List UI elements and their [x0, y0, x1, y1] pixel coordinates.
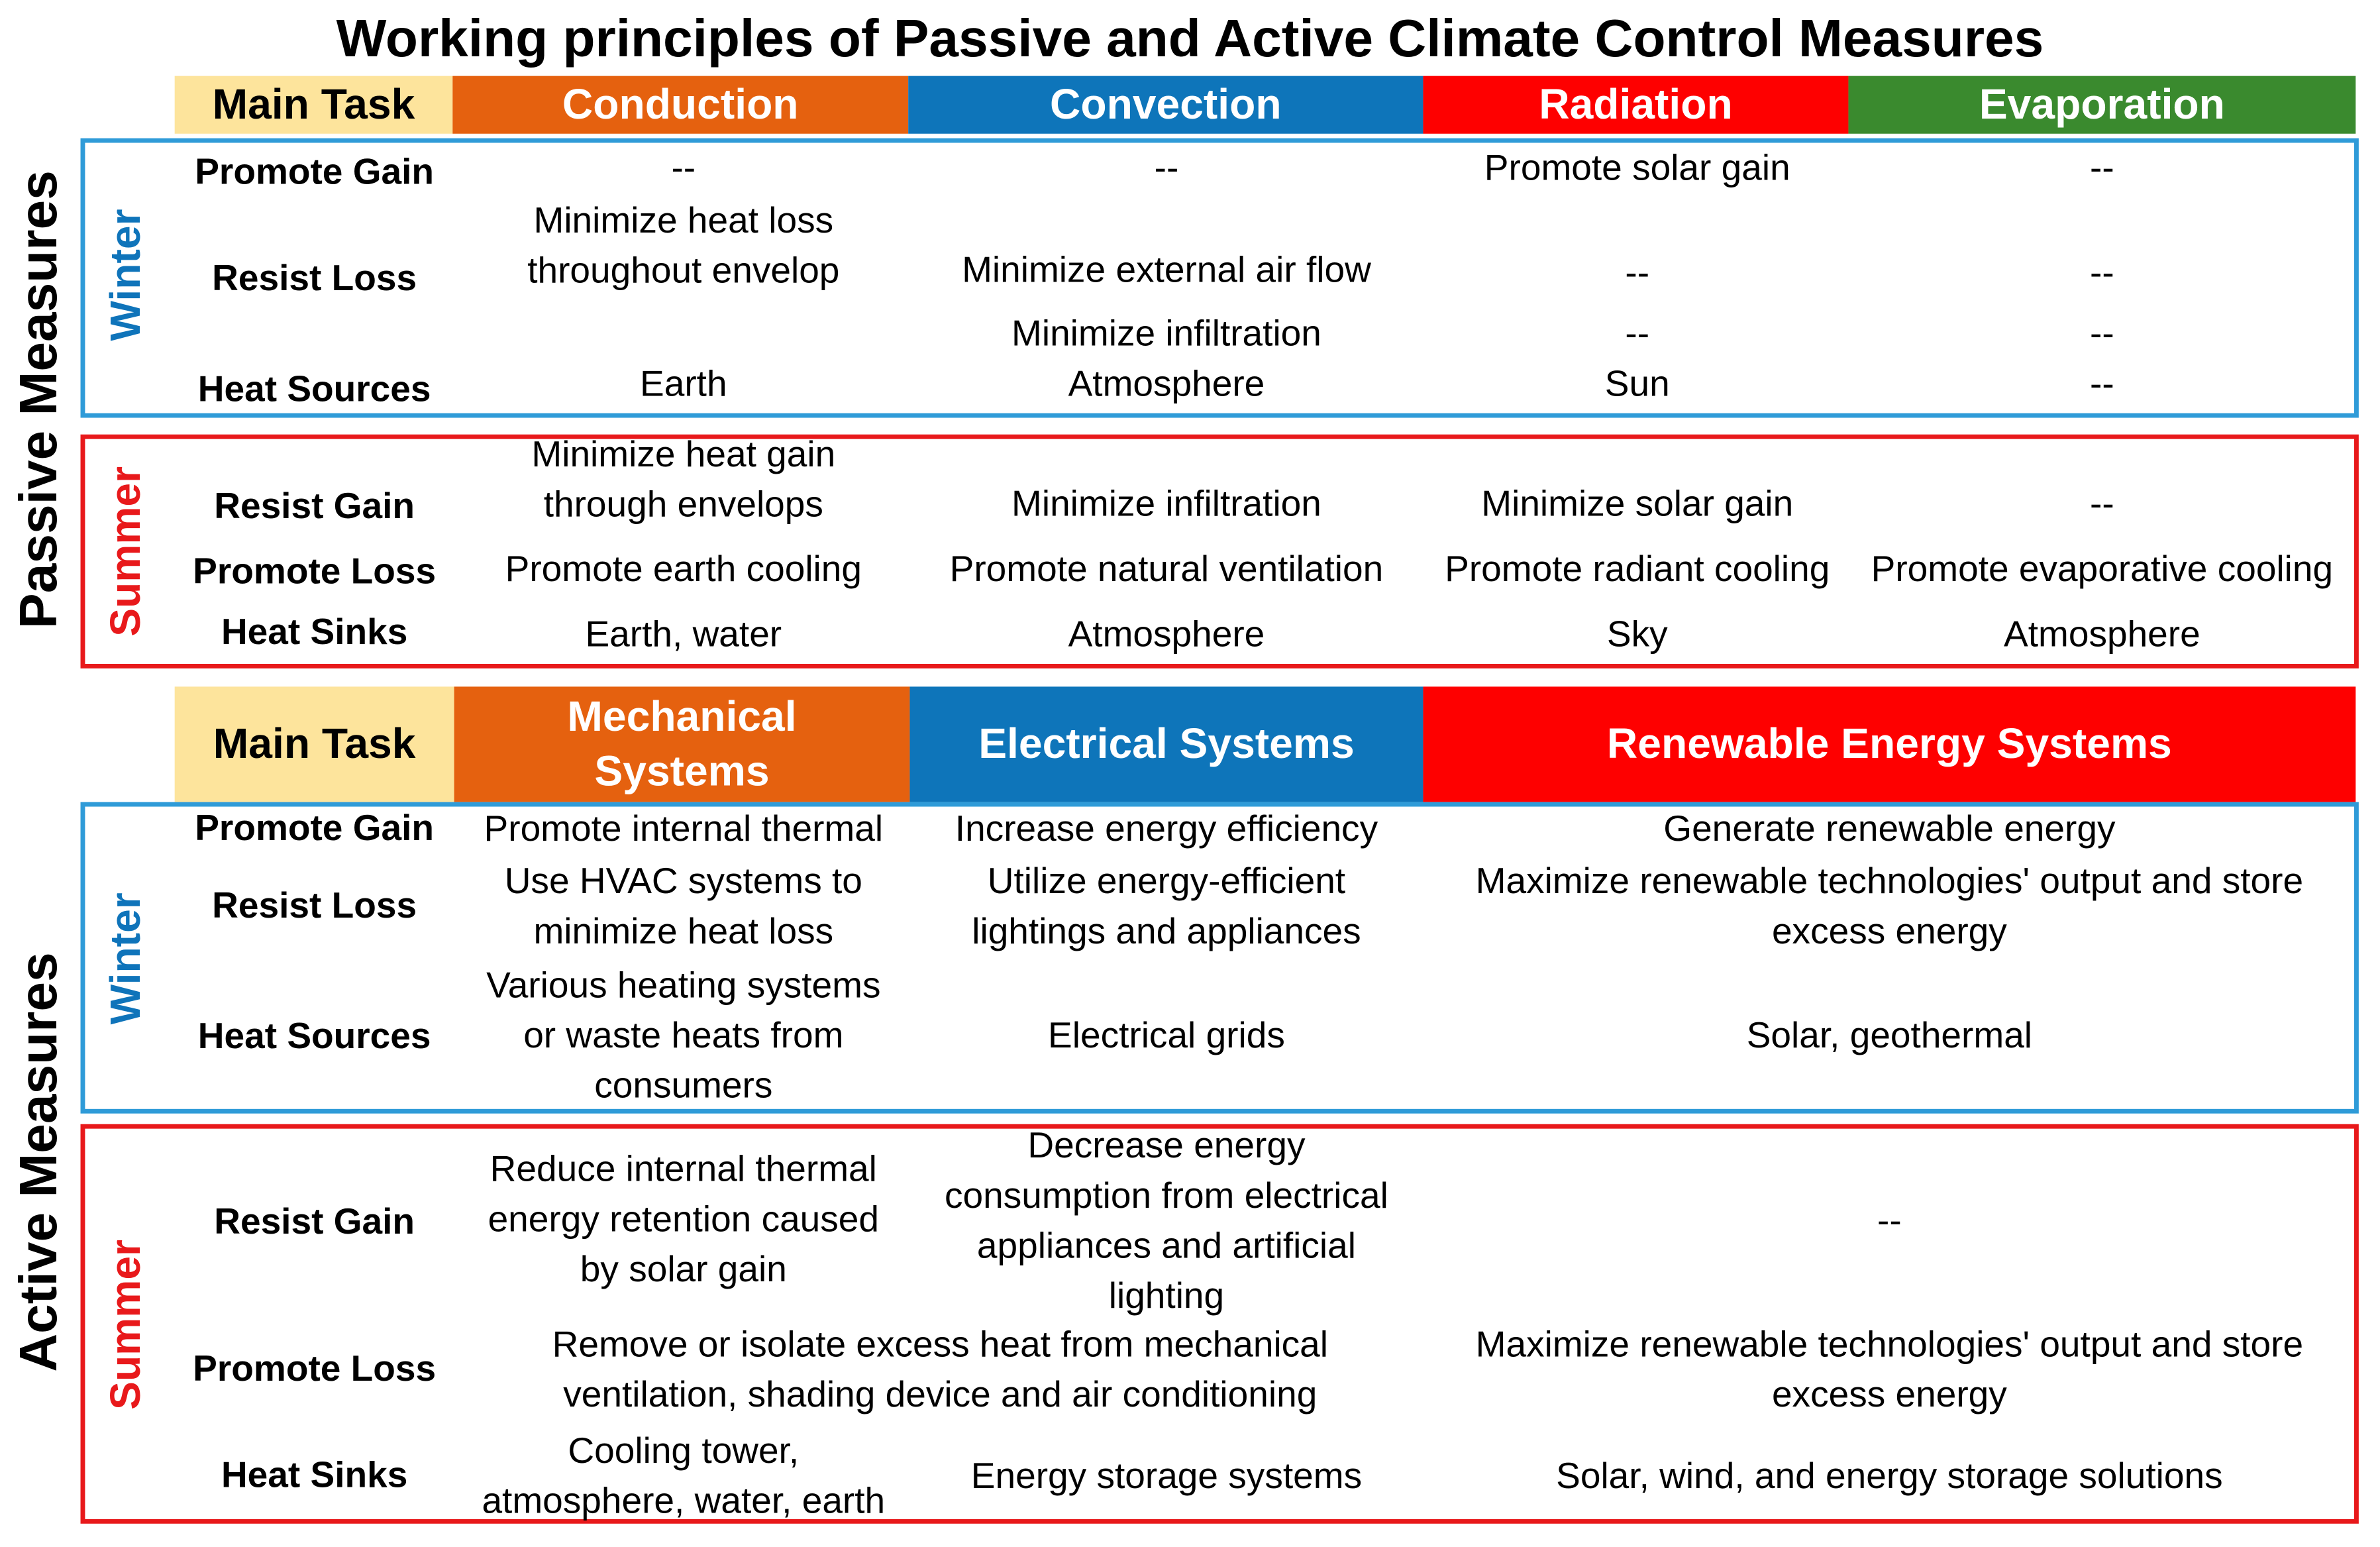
cell-electrical: Decrease energy consumption from electrical appliances and artificial lighting	[945, 1126, 1388, 1317]
passive-header-conduction: Conduction	[452, 76, 908, 134]
passive-header-evaporation: Evaporation	[1848, 76, 2355, 134]
cell-evaporation: --	[2090, 148, 2114, 189]
cell-mechanical: Promote internal thermal	[484, 808, 884, 850]
cell-mechanical: Various heating systems or waste heats from consumers	[486, 965, 881, 1107]
cell-renewable: --	[1877, 1200, 1902, 1242]
passive-summer-label: Summer	[101, 466, 149, 637]
cell-convection: Minimize external air flow	[962, 250, 1371, 292]
cell-radiation: Promote radiant cooling	[1445, 549, 1830, 590]
row-label-resist-gain: Resist Gain	[214, 486, 415, 527]
cell-convection: Minimize infiltration	[1011, 484, 1321, 525]
cell-evaporation: Promote evaporative cooling	[1871, 549, 2334, 590]
cell-mechanical: Cooling tower, atmosphere, water, earth	[482, 1430, 886, 1522]
cell-convection: Atmosphere	[1068, 614, 1265, 656]
active-winter-label: Winter	[101, 892, 149, 1025]
cell-radiation: Minimize solar gain	[1481, 484, 1794, 525]
cell-conduction: Promote earth cooling	[505, 549, 862, 590]
cell-evaporation: --	[2090, 313, 2114, 355]
cell-convection: --	[1154, 148, 1179, 189]
passive-header-main-task: Main Task	[175, 76, 453, 134]
cell-mechanical-electrical: Remove or isolate excess heat from mechanical ventilation, shading device and air conditioning	[552, 1324, 1329, 1416]
active-side-label: Active Measures	[9, 952, 69, 1372]
cell-mechanical: Reduce internal thermal energy retention caused by solar gain	[488, 1149, 880, 1291]
cell-convection: Minimize infiltration	[1011, 313, 1321, 355]
row-label-promote-gain: Promote Gain	[195, 152, 435, 193]
cell-electrical: Increase energy efficiency	[955, 808, 1378, 850]
passive-header-radiation: Radiation	[1423, 76, 1848, 134]
cell-radiation: --	[1625, 313, 1650, 355]
passive-side-label: Passive Measures	[9, 170, 69, 629]
cell-radiation: Promote solar gain	[1484, 148, 1790, 189]
cell-convection: Atmosphere	[1068, 364, 1265, 405]
passive-header-convection: Convection	[908, 76, 1423, 134]
active-summer-label: Summer	[101, 1239, 149, 1410]
cell-renewable: Maximize renewable technologies' output and store excess energy	[1475, 861, 2304, 953]
active-header-electrical: Electrical Systems	[909, 686, 1423, 802]
cell-mechanical: Use HVAC systems to minimize heat loss	[504, 861, 862, 953]
row-label-heat-sources: Heat Sources	[197, 1016, 431, 1057]
row-label-heat-sources: Heat Sources	[197, 369, 431, 411]
cell-evaporation: --	[2090, 252, 2114, 294]
active-header-renewable: Renewable Energy Systems	[1423, 686, 2355, 802]
cell-electrical: Utilize energy-efficient lightings and appliances	[972, 861, 1361, 953]
row-label-promote-loss: Promote Loss	[193, 1349, 437, 1391]
cell-evaporation: --	[2090, 484, 2114, 525]
diagram-title: Working principles of Passive and Active Climate Control Measures	[336, 9, 2044, 69]
cell-renewable: Solar, geothermal	[1746, 1015, 2033, 1057]
row-label-resist-loss: Resist Loss	[212, 885, 417, 927]
active-header-mechanical: Mechanical Systems	[454, 686, 910, 802]
cell-electrical: Electrical grids	[1048, 1015, 1285, 1057]
cell-conduction: Minimize heat loss throughout envelop	[527, 200, 840, 292]
cell-radiation: --	[1625, 252, 1650, 294]
cell-conduction: --	[671, 148, 696, 189]
cell-electrical: Energy storage systems	[970, 1456, 1363, 1497]
cell-renewable: Generate renewable energy	[1663, 808, 2116, 850]
cell-conduction: Earth	[640, 364, 727, 405]
row-label-resist-loss: Resist Loss	[212, 258, 417, 299]
passive-winter-label: Winter	[101, 209, 149, 341]
cell-renewable: Maximize renewable technologies' output and store excess energy	[1475, 1324, 2304, 1416]
cell-evaporation: Atmosphere	[2004, 614, 2200, 656]
cell-radiation: Sun	[1604, 364, 1670, 405]
row-label-heat-sinks: Heat Sinks	[221, 612, 408, 653]
cell-radiation: Sky	[1606, 614, 1668, 656]
cell-conduction: Earth, water	[585, 614, 782, 656]
row-label-promote-gain: Promote Gain	[195, 808, 435, 849]
cell-renewable: Solar, wind, and energy storage solutions	[1556, 1456, 2223, 1497]
cell-convection: Promote natural ventilation	[949, 549, 1384, 590]
cell-evaporation: --	[2090, 364, 2114, 405]
row-label-heat-sinks: Heat Sinks	[221, 1455, 408, 1497]
row-label-promote-loss: Promote Loss	[193, 551, 437, 593]
row-label-resist-gain: Resist Gain	[214, 1201, 415, 1243]
cell-conduction: Minimize heat gain through envelops	[531, 434, 836, 526]
active-header-main-task: Main Task	[175, 686, 454, 802]
